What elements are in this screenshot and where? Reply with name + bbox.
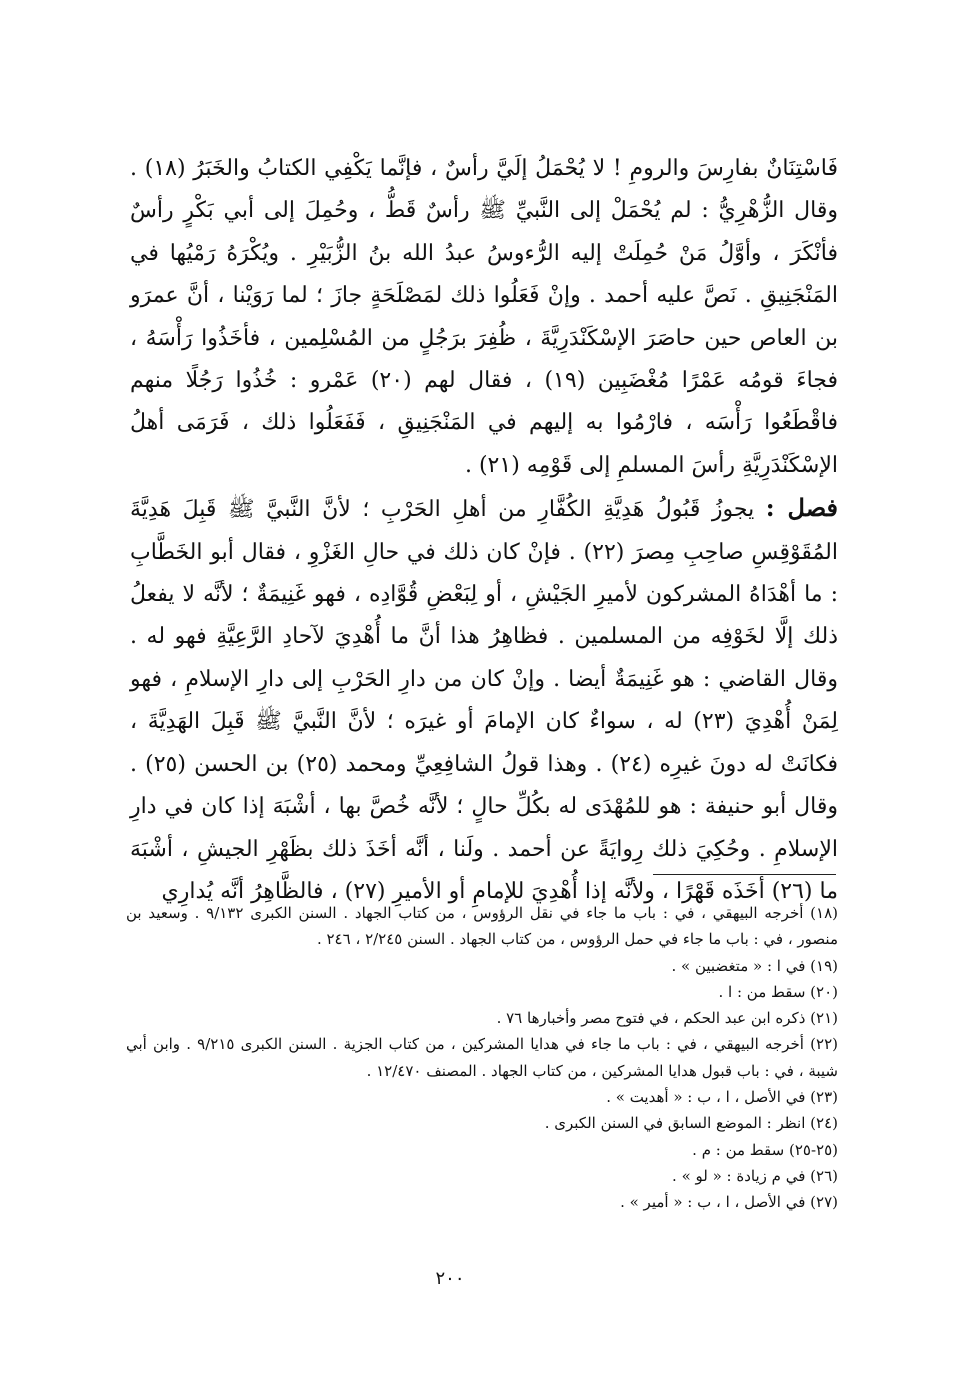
page-number: ٢٠٠ xyxy=(435,1268,465,1289)
footnote-20: (٢٠) سقط من : ا . xyxy=(718,982,838,1001)
footnote-27: (٢٧) في الأصل ، ا ، ب : « أمير » . xyxy=(620,1193,838,1212)
footnote-23: (٢٣) في الأصل ، ا ، ب : « أهديت » . xyxy=(606,1088,838,1107)
footnote-21: (٢١) ذكره ابن عبد الحكم ، في فتوح مصر وأخبارها ٧٦ . xyxy=(496,1009,838,1028)
footnote-18: (١٨) أخرجه البيهقي ، في : باب ما جاء في نقل الرؤوس ، من كتاب الجهاد . السنن الكبرى ٩/١٣٢ . وسعيد بن منصور ، في : باب ما جاء في حمل الرؤوس ، من كتاب الجهاد . السنن ٢/٢٤٥ ، ٢٤٦ . xyxy=(126,904,838,949)
footnote-24: (٢٤) انظر : الموضع السابق في السنن الكبرى . xyxy=(544,1114,838,1133)
footnote-divider xyxy=(653,874,836,875)
footnote-25: (٢٥-٢٥) سقط من : م . xyxy=(692,1140,838,1159)
paragraph-2 xyxy=(130,487,838,913)
paragraph-2-text: يجوزُ قَبُولُ هَدِيَّةِ الكُفَّارِ من أهلِ الحَرْبِ ؛ لأنَّ النَّبيَّ ﷺ قَبِلَ هَدِيَّةَ المُقَوْقِسِ صاحِبِ مِصرَ (٢٢) . فإنْ كان ذلك في حالِ الغَزْوِ ، فقال أبو الخَطَّابِ : ما أهْدَاهُ المشركون لأميرِ الجَيْشِ ، أو لِبَعْضِ قُوَّادِه ، فهو غَنِيمَةٌ ؛ لأنَّه لا يفعلُ ذلك إلَّا لخَوْفِه من المسلمين . فظاهِرُ هذا أنَّ ما أُهْدِيَ لآحادِ الرَّعِيَّةِ فهو له . وقال القاضي : هو غَنِيمَةٌ أيضا . وإنْ كان من دارِ الحَرْبِ إلى دارِ الإسلامِ ، فهو لِمَنْ أُهْدِيَ (٢٣) له ، سواءٌ كان الإمامَ أو غيرَه ؛ لأنَّ النَّبيَّ ﷺ قَبِلَ الهَدِيَّةَ ، فكانَتْ له دونَ غيرِه (٢٤) . وهذا قولُ الشافِعِيِّ ومحمد (٢٥) بن الحسن (٢٥) . وقال أبو حنيفة : هو للمُهْدَى له بكُلِّ حالٍ ؛ لأنَّه خُصَّ بها ، أشْبَهَ إذا كان في دارِ الإسلامِ . وحُكِيَ ذلك رِوايَةً عن أحمد . ولَنا ، أنَّه أخَذَ ذلك بظَهْرِ الجيشِ ، أشْبَهَ ما (٢٦) أخَذَه قَهْرًا ، ولأنَّه إذا أُهْدِيَ للإمامِ أو الأميرِ (٢٧) ، فالظَّاهِرُ أنَّه يُدارِي xyxy=(130,497,838,904)
footnotes xyxy=(126,900,838,1216)
section-label: فصل : xyxy=(765,493,838,523)
main-text xyxy=(130,148,838,913)
paragraph-1: فَاسْتِنَانٌ بفارِسَ والرومِ ! لا يُحْمَلُ إلَيَّ رأسٌ ، فإنَّما يَكْفِي الكتابُ والخَبَرُ (١٨) . وقال الزُّهْرِيُّ : لم يُحْمَلْ إلى النَّبيِّ ﷺ رأسٌ قَطُّ ، وحُمِلَ إلى أبي بَكْرٍ رأسٌ فأنْكَرَ ، وأوَّلُ مَنْ حُمِلَتْ إليه الرُّءوسُ عبدُ الله بنُ الزُّبَيْرِ . ويُكْرَهُ رَمْيُها في المَنْجَنِيقِ . نَصَّ عليه أحمد . وإنْ فَعَلُوا ذلك لمَصْلَحَةٍ جازَ ؛ لما رَوَيْنا ، أنَّ عمرَو بن العاص حين حاصَرَ الإسْكَنْدَرِيَّةَ ، ظُفِرَ برَجُلٍ من المُسْلِمين ، فأخَذُوا رَأْسَهُ ، فجاءَ قومُه عَمْرًا مُغْضَبِين (١٩) ، فقال لهم (٢٠) عَمْرو : خُذُوا رَجُلًا منهم فاقْطَعُوا رَأْسَه ، فارْمُوا به إليهم في المَنْجَنِيقِ ، فَفَعَلُوا ذلك ، فَرَمَى أهلُ الإسْكَنْدَرِيَّةِ رأسَ المسلمِ إلى قَوْمِه (٢١) . xyxy=(130,156,838,478)
footnote-26: (٢٦) في م زيادة : « لو » . xyxy=(672,1166,838,1185)
footnote-22: (٢٢) أخرجه البيهقي ، في : باب ما جاء في هدايا المشركين ، من كتاب الجزية . السنن الكبرى ٩/٢١٥ . وابن أبي شيبة ، في : باب قبول هدايا المشركين ، من كتاب الجهاد . المصنف ١٢/٤٧٠ . xyxy=(126,1035,838,1080)
footnote-19: (١٩) في ا : « متغضبين » . xyxy=(671,956,838,975)
